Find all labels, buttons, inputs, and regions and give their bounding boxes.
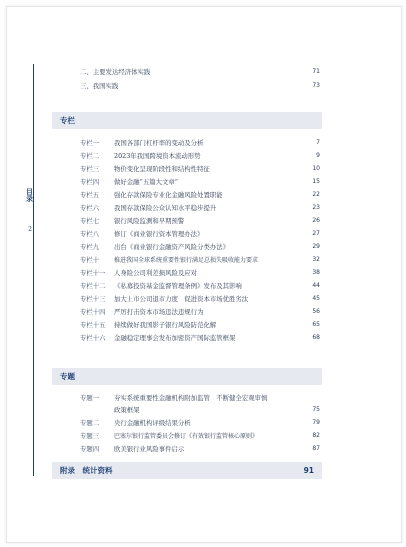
column-page: 29	[312, 243, 320, 250]
column-label: 专栏十五	[80, 321, 106, 329]
column-label: 专栏十一	[80, 269, 106, 277]
column-label: 专栏八	[80, 230, 100, 238]
column-title: 我国各部门杠杆率的变动及分析	[114, 139, 204, 147]
toc-entry[interactable]	[80, 66, 320, 78]
topic-entry[interactable]	[80, 430, 320, 442]
side-page-number: 2	[28, 226, 32, 233]
column-entry[interactable]	[80, 280, 320, 292]
columns-heading: 专栏	[60, 116, 75, 125]
column-title: 我国存款保险公众认知水平稳步提升	[114, 204, 217, 212]
column-page: 15	[312, 178, 320, 185]
column-label: 专栏三	[80, 165, 100, 173]
column-title: 2023年我国跨境资本流动形势	[114, 152, 201, 160]
column-page: 65	[312, 321, 320, 328]
toc-entry-title: 二、主要发达经济体实践	[80, 68, 151, 76]
column-label: 专栏一	[80, 139, 100, 147]
column-page: 27	[312, 230, 320, 237]
column-title: 加大上市公司退市力度 促进资本市场优胜劣汰	[114, 295, 249, 303]
column-entry[interactable]	[80, 293, 320, 305]
column-page: 9	[316, 152, 320, 159]
toc-entry-page: 71	[312, 68, 320, 75]
topic-label: 专题一	[80, 394, 100, 402]
topics-heading: 专题	[60, 372, 75, 381]
topic-page: 75	[312, 406, 320, 413]
topics-section-header	[52, 368, 322, 385]
column-entry[interactable]	[80, 163, 320, 175]
topic-title: 夯实系统重要性金融机构附加监管 不断健全宏观审慎	[114, 394, 268, 402]
column-title: 做好金融“五篇大文章”	[114, 178, 179, 186]
column-page: 23	[312, 204, 320, 211]
column-title: 物价变化呈现阶段性和结构性特征	[114, 165, 210, 173]
column-title: 《私募投资基金监督管理条例》发布及其影响	[114, 282, 242, 290]
column-entry[interactable]	[80, 319, 320, 331]
column-entry[interactable]	[80, 215, 320, 227]
topic-title: 巴塞尔银行监管委员会修订《有效银行监管核心原则》	[114, 433, 259, 440]
column-entry[interactable]	[80, 202, 320, 214]
column-label: 专栏二	[80, 152, 100, 160]
column-page: 45	[312, 295, 320, 302]
column-page: 44	[312, 282, 320, 289]
topic-entry[interactable]	[80, 443, 320, 455]
column-entry[interactable]	[80, 150, 320, 162]
column-label: 专栏十二	[80, 282, 106, 290]
column-entry[interactable]	[80, 241, 320, 253]
column-entry[interactable]	[80, 189, 320, 201]
topic-entry[interactable]	[80, 417, 320, 429]
column-label: 专栏六	[80, 204, 100, 212]
column-page: 22	[312, 191, 320, 198]
appendix-entry[interactable]	[52, 462, 322, 479]
column-label: 专栏五	[80, 191, 100, 199]
column-title: 修订《商业银行资本管理办法》	[114, 230, 204, 238]
column-page: 26	[312, 217, 320, 224]
toc-entry[interactable]	[80, 80, 320, 92]
column-entry[interactable]	[80, 332, 320, 344]
column-page: 56	[312, 308, 320, 315]
column-title: 严厉打击资本市场违法违规行为	[114, 308, 204, 316]
column-page: 32	[312, 256, 320, 263]
column-title: 推进我国全球系统重要性银行满足总损失吸收能力要求	[114, 257, 259, 264]
toc-side-mark-text: 目录	[25, 188, 35, 202]
column-title: 出台《商业银行金融资产风险分类办法》	[114, 243, 230, 251]
column-entry[interactable]	[80, 228, 320, 240]
column-entry[interactable]	[80, 254, 320, 266]
column-label: 专栏十三	[80, 295, 106, 303]
topic-title: 央行金融机构评级结果分析	[114, 419, 191, 427]
column-page: 7	[316, 139, 320, 146]
column-entry[interactable]	[80, 176, 320, 188]
topic-label: 专题三	[80, 432, 100, 440]
column-page: 10	[312, 165, 320, 172]
toc-entry-page: 73	[312, 82, 320, 89]
column-label: 专栏九	[80, 243, 100, 251]
toc-entry-title: 三、我国实践	[80, 82, 119, 90]
column-label: 专栏十四	[80, 308, 106, 316]
topic-page: 79	[312, 419, 320, 426]
column-label: 专栏十六	[80, 334, 106, 342]
column-title: 持续做好我国影子银行风险防范化解	[114, 321, 217, 329]
column-label: 专栏七	[80, 217, 100, 225]
column-title: 强化存款保险专业化金融风险处置职能	[114, 191, 223, 199]
column-label: 专栏十	[80, 256, 100, 264]
columns-section-header	[52, 112, 322, 129]
column-entry[interactable]	[80, 267, 320, 279]
topic-title: 欧美银行业风险事件启示	[114, 445, 185, 453]
column-page: 68	[312, 334, 320, 341]
topic-page: 87	[312, 445, 320, 452]
topic-title-line2: 政策框架	[114, 406, 140, 414]
margin-rule	[33, 64, 34, 476]
topic-label: 专题四	[80, 445, 100, 453]
column-entry[interactable]	[80, 306, 320, 318]
appendix-title: 附录 统计资料	[60, 466, 113, 475]
column-title: 银行风险监测和早期预警	[114, 217, 185, 225]
topic-label: 专题二	[80, 419, 100, 427]
column-page: 38	[312, 269, 320, 276]
column-title: 金融稳定理事会发布加密资产国际监管框架	[114, 334, 236, 342]
column-entry[interactable]	[80, 137, 320, 149]
column-label: 专栏四	[80, 178, 100, 186]
toc-side-mark	[24, 188, 36, 203]
appendix-page: 91	[303, 466, 314, 475]
topic-page: 82	[312, 432, 320, 439]
topic-entry[interactable]	[80, 392, 320, 404]
topic-entry-continuation[interactable]	[80, 404, 320, 416]
column-title: 人身险公司利差损风险及应对	[114, 269, 198, 277]
